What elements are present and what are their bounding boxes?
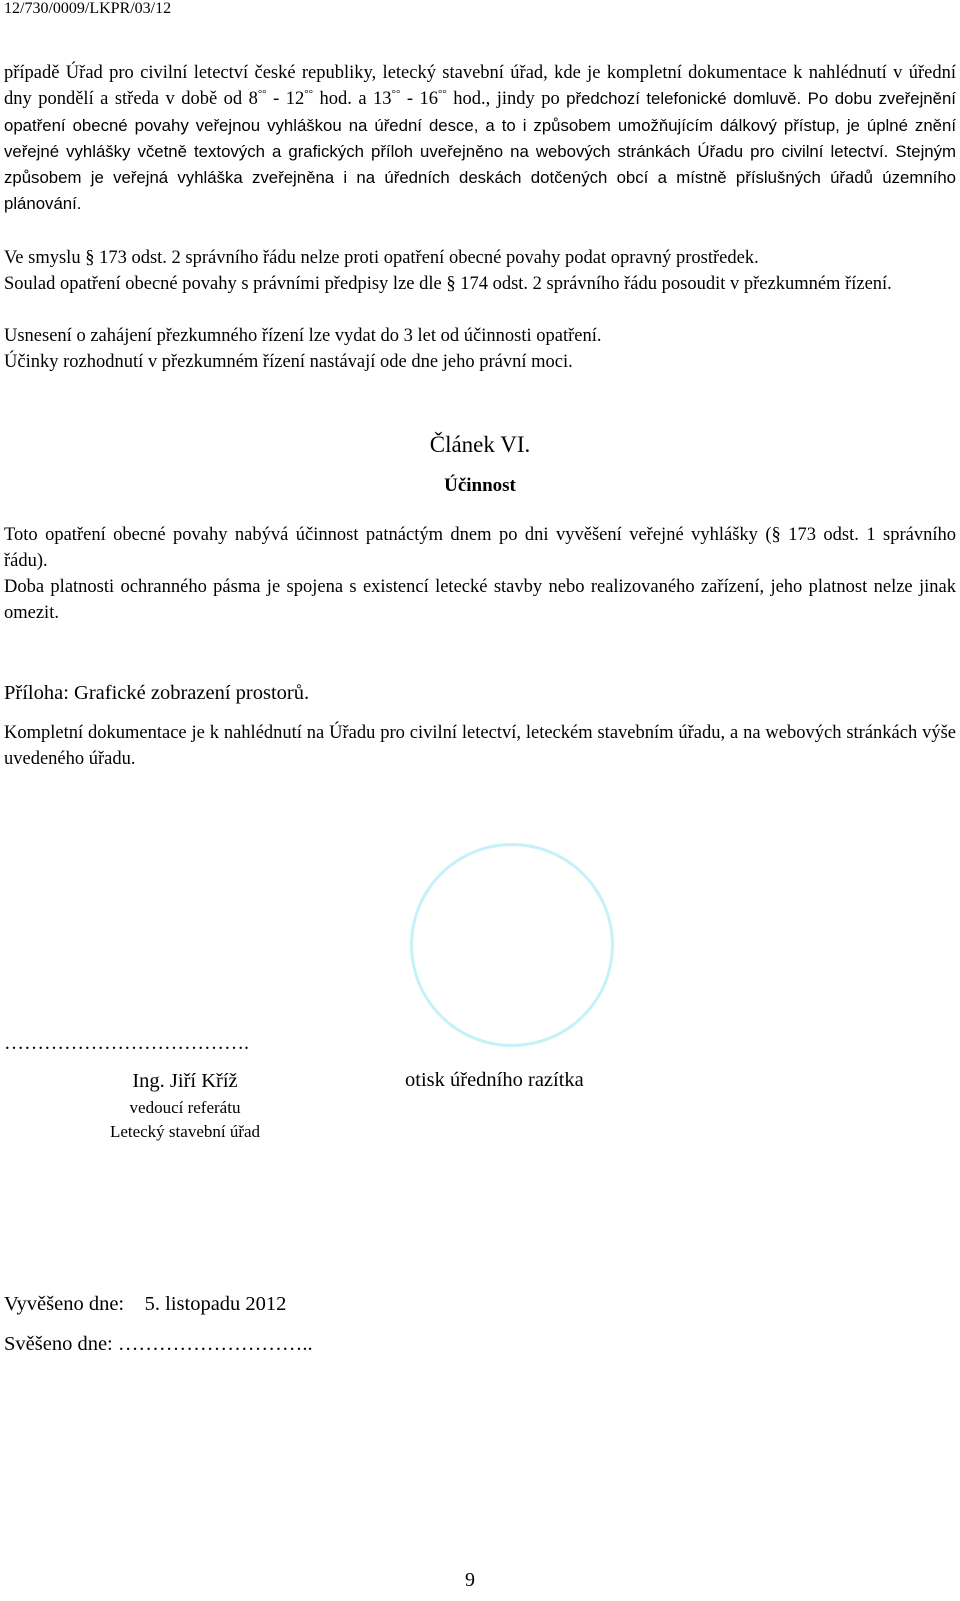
article-subtitle: Účinnost <box>444 475 516 496</box>
p1-text-d: - 16 <box>400 89 438 110</box>
p1-superscript: °° <box>437 88 447 101</box>
posted-date: Vyvěšeno dne: 5. listopadu 2012 <box>4 1293 287 1315</box>
stamp-label: otisk úředního razítka <box>405 1069 584 1091</box>
signatory-role: vedoucí referátu <box>129 1098 241 1117</box>
paragraph-review: Soulad opatření obecné povahy s právními předpisy lze dle § 174 odst. 2 správního řádu posoudit v přezkumném řízení. <box>4 274 892 294</box>
article-paragraph-effect: Toto opatření obecné povahy nabývá účinnost patnáctým dnem po dni vyvěšení veřejné vyhlášky (§ 173 odst. 1 správního řádu). <box>4 525 956 572</box>
removed-date: Svěšeno dne: ……………………….. <box>4 1333 313 1355</box>
article-paragraph-validity: Doba platnosti ochranného pásma je spojena s existencí letecké stavby nebo realizovaného zařízení, jeho platnost nelze jinak omezit. <box>4 577 956 624</box>
paragraph-effects: Účinky rozhodnutí v přezkumném řízení nastávají ode dne jeho právní moci. <box>4 352 573 372</box>
paragraph-resolution: Usnesení o zahájení přezkumného řízení lze vydat do 3 let od účinnosti opatření. <box>4 326 602 346</box>
p1-superscript: °° <box>257 88 267 101</box>
p1-text-b: - 12 <box>266 89 305 110</box>
document-reference: 12/730/0009/LKPR/03/12 <box>4 0 172 17</box>
signatory-organization: Letecký stavební úřad <box>109 1122 261 1141</box>
p1-text-a: případě Úřad pro civilní letectví české republiky, letecký stavební úřad, kde je kompletní dokumentace k nahlédnutí v úřední dny pondělí a středa v době od 8 <box>4 63 956 110</box>
attachment-label: Příloha: Grafické zobrazení prostorů. <box>4 682 310 704</box>
p1-text-c: hod. a 13 <box>313 89 392 110</box>
attachment-text: Kompletní dokumentace je k nahlédnutí na Úřadu pro civilní letectví, leteckém stavebním úřadu, a na webových stránkách výše uvedeného úřadu. <box>4 723 956 770</box>
p1-superscript: °° <box>391 88 401 101</box>
page-number: 9 <box>465 1569 475 1591</box>
paragraph-appeal: Ve smyslu § 173 odst. 2 správního řádu nelze proti opatření obecné povahy podat opravný prostředek. <box>4 248 759 268</box>
paragraph-publication <box>4 60 956 218</box>
p1-text-e: hod., jindy po <box>446 89 567 110</box>
p1-text-sans: předchozí telefonické domluvě. Po dobu zveřejnění opatření obecné povahy veřejnou vyhláškou na úřední desce, a to i způsobem umožňujícím dálkový přístup, je úplné znění veřejné vyhlášky včetně textových a grafických příloh uveřejněno na webových stránkách Úřadu pro civilní letectví. Stejným způsobem je veřejná vyhláška zveřejněna i na úředních deskách dotčených obcí a místně příslušných úřadů územního plánování. <box>4 89 956 214</box>
p1-superscript: °° <box>304 88 314 101</box>
article-title: Článek VI. <box>429 432 531 457</box>
stamp-circle <box>410 843 614 1047</box>
signature-line: ………………………………. <box>4 1032 249 1054</box>
signatory-name: Ing. Jiří Kříž <box>132 1070 238 1092</box>
